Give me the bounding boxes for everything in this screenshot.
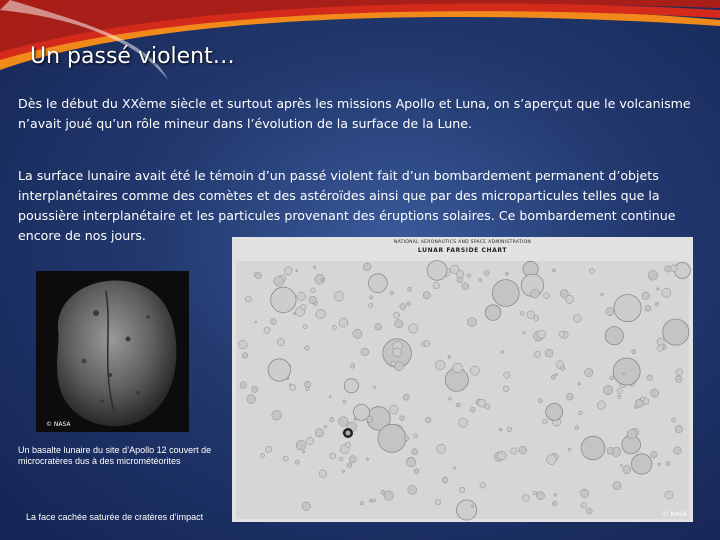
crater-shape <box>585 368 593 376</box>
crater-shape <box>498 451 507 460</box>
crater-shape <box>544 293 550 299</box>
crater-shape <box>566 393 573 400</box>
map-agency: NATIONAL AERONAUTICS AND SPACE ADMINISTRATION <box>393 240 532 245</box>
crater-shape <box>296 440 306 450</box>
crater-shape <box>499 428 502 431</box>
crater-shape <box>632 454 652 474</box>
crater-shape <box>361 348 369 356</box>
crater-shape <box>316 309 325 318</box>
crater-shape <box>332 325 336 329</box>
crater-shape <box>657 288 660 291</box>
crater-shape <box>400 304 406 310</box>
crater-shape <box>360 502 363 505</box>
crater-shape <box>647 375 653 381</box>
crater-shape <box>533 491 537 495</box>
crater-shape <box>581 436 605 460</box>
crater-shape <box>343 400 346 403</box>
crater-shape <box>414 434 418 438</box>
crater-shape <box>305 381 311 387</box>
crater-shape <box>623 466 631 474</box>
crater-shape <box>527 311 535 319</box>
crater-shape <box>665 491 673 499</box>
crater-shape <box>657 338 664 345</box>
crater-shape <box>666 462 670 466</box>
crater-shape <box>552 269 555 272</box>
crater-shape <box>537 330 545 338</box>
crater-shape <box>390 291 393 294</box>
crater-shape <box>256 273 262 279</box>
crater-shape <box>252 386 258 392</box>
crater-shape <box>479 278 482 281</box>
crater-shape <box>303 325 307 329</box>
crater-shape <box>268 359 290 381</box>
crater-shape <box>471 505 474 508</box>
crater-shape <box>554 493 557 496</box>
crater-shape <box>350 364 355 369</box>
crater-shape <box>555 373 557 375</box>
crater-shape <box>457 500 477 520</box>
crater-shape <box>648 270 658 280</box>
crater-shape <box>613 358 640 385</box>
crater-shape <box>462 283 469 290</box>
crater-shape <box>642 292 649 299</box>
crater-shape <box>306 387 310 391</box>
crater-shape <box>370 296 373 299</box>
crater-shape <box>240 382 247 389</box>
crater-shape <box>342 470 344 472</box>
crater-shape <box>375 323 382 330</box>
crater-shape <box>339 318 348 327</box>
crater-shape <box>485 404 490 409</box>
crater-shape <box>620 464 622 466</box>
crater-shape <box>349 456 356 463</box>
crater-shape <box>442 477 448 483</box>
crater-shape <box>663 319 689 345</box>
crater-shape <box>247 395 256 404</box>
crater-shape <box>407 302 411 306</box>
crater-shape <box>651 389 659 397</box>
crater-shape <box>239 340 248 349</box>
crater-shape <box>453 467 456 470</box>
crater-shape <box>537 492 545 500</box>
crater-shape <box>575 426 579 430</box>
crater-shape <box>618 395 622 399</box>
crater-shape <box>547 455 557 465</box>
crater-shape <box>271 287 296 312</box>
crater-shape <box>393 312 399 318</box>
crater-shape <box>369 499 372 502</box>
crater-shape <box>614 295 641 322</box>
crater-shape <box>270 319 276 325</box>
crater-shape <box>261 454 265 458</box>
crater-shape <box>610 376 614 380</box>
crater-shape <box>367 416 373 422</box>
crater-shape <box>470 366 479 375</box>
crater-shape <box>427 261 447 281</box>
crater-shape <box>309 296 316 303</box>
crater-shape <box>366 458 369 461</box>
crater-shape <box>369 274 388 293</box>
crater-shape <box>662 288 671 297</box>
crater-shape <box>657 345 663 351</box>
lunar-basalt-image <box>36 271 189 432</box>
rock-photo-credit: © NASA <box>46 421 71 428</box>
crater-shape <box>484 271 489 276</box>
crater-shape <box>423 292 430 299</box>
crater-shape <box>272 411 282 421</box>
crater-shape <box>297 292 305 300</box>
crater-shape <box>641 397 645 401</box>
crater-shape <box>605 327 623 345</box>
crater-shape <box>373 386 376 389</box>
map-header <box>232 240 693 254</box>
crater-shape <box>627 430 636 439</box>
map-title: LUNAR FARSIDE CHART <box>417 247 508 254</box>
crater-shape <box>435 499 440 504</box>
crater-shape <box>372 499 375 502</box>
crater-shape <box>675 425 682 432</box>
crater-shape <box>617 389 622 394</box>
crater-shape <box>435 360 445 370</box>
crater-shape <box>468 318 477 327</box>
crater-shape <box>255 321 257 323</box>
crater-shape <box>604 386 613 395</box>
crater-shape <box>400 416 405 421</box>
crater-shape <box>424 341 430 347</box>
crater-shape <box>492 280 519 307</box>
crater-shape <box>674 263 690 279</box>
crater-shape <box>507 427 512 432</box>
crater-shape <box>448 355 451 358</box>
crater-shape <box>412 449 418 455</box>
slide-title: Un passé violent… <box>30 44 235 69</box>
crater-shape <box>579 411 583 415</box>
crater-shape <box>330 453 336 459</box>
crater-shape <box>523 332 526 335</box>
crater-shape <box>321 278 324 281</box>
crater-shape <box>519 446 527 454</box>
rock-photo-caption: Un basalte lunaire du site d’Apollo 12 couvert de microcratères dus à des micrométéorites <box>18 445 212 466</box>
lunar-farside-chart <box>232 237 693 522</box>
crater-shape <box>339 457 343 461</box>
crater-shape <box>403 394 409 400</box>
crater-shape <box>378 424 406 452</box>
crater-shape <box>676 369 683 376</box>
crater-shape <box>290 385 296 391</box>
crater-shape <box>293 313 295 315</box>
crater-shape <box>459 487 465 493</box>
crater-shape <box>242 353 248 359</box>
crater-shape <box>543 419 548 424</box>
crater-shape <box>534 351 540 357</box>
crater-shape <box>334 291 344 301</box>
crater-shape <box>330 417 334 421</box>
crater-shape <box>395 320 403 328</box>
crater-shape <box>467 274 470 277</box>
crater-shape <box>344 379 358 393</box>
crater-shape <box>408 287 412 291</box>
crater-shape <box>522 495 529 502</box>
crater-shape <box>674 447 682 455</box>
crater-shape <box>407 458 416 467</box>
crater-shape <box>305 346 310 351</box>
crater-shape <box>552 501 557 506</box>
crater-shape <box>534 316 539 321</box>
crater-shape <box>302 502 311 511</box>
crater-shape <box>395 362 404 371</box>
map-credit: © NASA <box>662 511 687 518</box>
crater-shape <box>245 296 251 302</box>
crater-shape <box>623 372 625 374</box>
crater-shape <box>597 401 605 409</box>
crater-shape <box>503 386 509 392</box>
crater-shape <box>274 277 284 287</box>
crater-shape <box>295 460 299 464</box>
crater-shape <box>284 267 292 275</box>
crater-shape <box>324 425 327 428</box>
crater-shape <box>391 362 396 367</box>
crater-shape <box>551 375 555 379</box>
crater-shape <box>319 470 327 478</box>
crater-shape <box>266 446 272 452</box>
crater-shape <box>651 452 657 458</box>
crater-shape <box>329 396 331 398</box>
crater-shape <box>470 407 475 412</box>
crater-shape <box>311 288 316 293</box>
crater-shape <box>589 268 594 273</box>
crater-shape <box>449 397 452 400</box>
crater-shape <box>504 372 510 378</box>
crater-shape <box>283 456 288 461</box>
crater-shape <box>296 270 298 272</box>
crater-shape <box>339 417 349 427</box>
paragraph-intro: Dès le début du XXème siècle et surtout après les missions Apollo et Luna, on s’aperçut que le volcanisme n’avait joué qu’un rôle mineur dans l’évolution de la surface de la Lune. <box>18 96 691 131</box>
crater-shape <box>505 272 508 275</box>
crater-shape <box>655 302 659 306</box>
crater-shape <box>408 485 417 494</box>
crater-shape <box>520 311 524 315</box>
crater-shape <box>369 303 373 307</box>
crater-shape <box>606 308 614 316</box>
crater-shape <box>560 366 565 371</box>
crater-shape <box>453 363 463 373</box>
crater-shape <box>531 289 540 298</box>
crater-shape <box>480 483 486 489</box>
crater-shape <box>538 399 542 403</box>
crater-shape <box>315 429 323 437</box>
crater-shape <box>393 348 402 357</box>
crater-shape <box>433 282 439 288</box>
crater-shape <box>658 463 661 466</box>
crater-shape <box>574 315 582 323</box>
crater-shape <box>578 383 581 386</box>
crater-shape <box>264 327 270 333</box>
crater-shape <box>546 403 563 420</box>
crater-shape <box>301 305 306 310</box>
crater-shape <box>414 469 419 474</box>
crater-shape <box>559 331 565 337</box>
crater-shape <box>511 448 518 455</box>
crater-shape <box>580 489 588 497</box>
crater-shape <box>425 417 431 423</box>
crater-shape <box>307 437 314 444</box>
crater-shape <box>632 350 636 354</box>
crater-shape <box>404 436 409 441</box>
crater-shape <box>363 263 371 271</box>
crater-shape <box>389 405 398 414</box>
crater-shape <box>601 293 604 296</box>
lunar-basalt-photo <box>36 271 189 432</box>
crater-shape <box>560 290 568 298</box>
crater-shape <box>672 418 676 422</box>
map-caption: La face cachée saturée de cratères d’impact <box>26 512 204 522</box>
paragraph-bombardment: La surface lunaire avait été le témoin d’un passé violent fait d’un bombardement permanent d’objets interplanétaires comme des comètes et des astéroïdes ainsi que par des microparticules telles que la poussière interplanétaire et les particules provenant des éruptions solaires. Ce bombardement continue encore de nos jours. <box>18 168 676 243</box>
crater-shape <box>478 399 486 407</box>
crater-shape <box>347 463 352 468</box>
crater-shape <box>436 444 445 453</box>
crater-shape <box>450 265 459 274</box>
crater-shape <box>409 324 418 333</box>
crater-shape <box>353 329 362 338</box>
crater-shape <box>581 502 587 508</box>
crater-shape <box>354 418 356 420</box>
crater-shape <box>345 442 350 447</box>
lunar-farside-map-image <box>232 237 693 522</box>
crater-shape <box>456 403 460 407</box>
crater-shape <box>568 448 571 451</box>
crater-shape <box>501 351 504 354</box>
crater-shape <box>665 266 671 272</box>
crater-shape <box>607 447 614 454</box>
crater-shape <box>277 338 284 345</box>
crater-shape <box>384 491 393 500</box>
crater-shape <box>545 349 553 357</box>
crater-shape <box>613 482 621 490</box>
crater-shape <box>645 305 651 311</box>
crater-shape <box>676 376 683 383</box>
crater-shape <box>303 451 305 453</box>
crater-shape <box>459 418 468 427</box>
crater-shape <box>313 266 316 269</box>
crater-shape <box>485 305 501 321</box>
crater-shape <box>586 508 592 514</box>
